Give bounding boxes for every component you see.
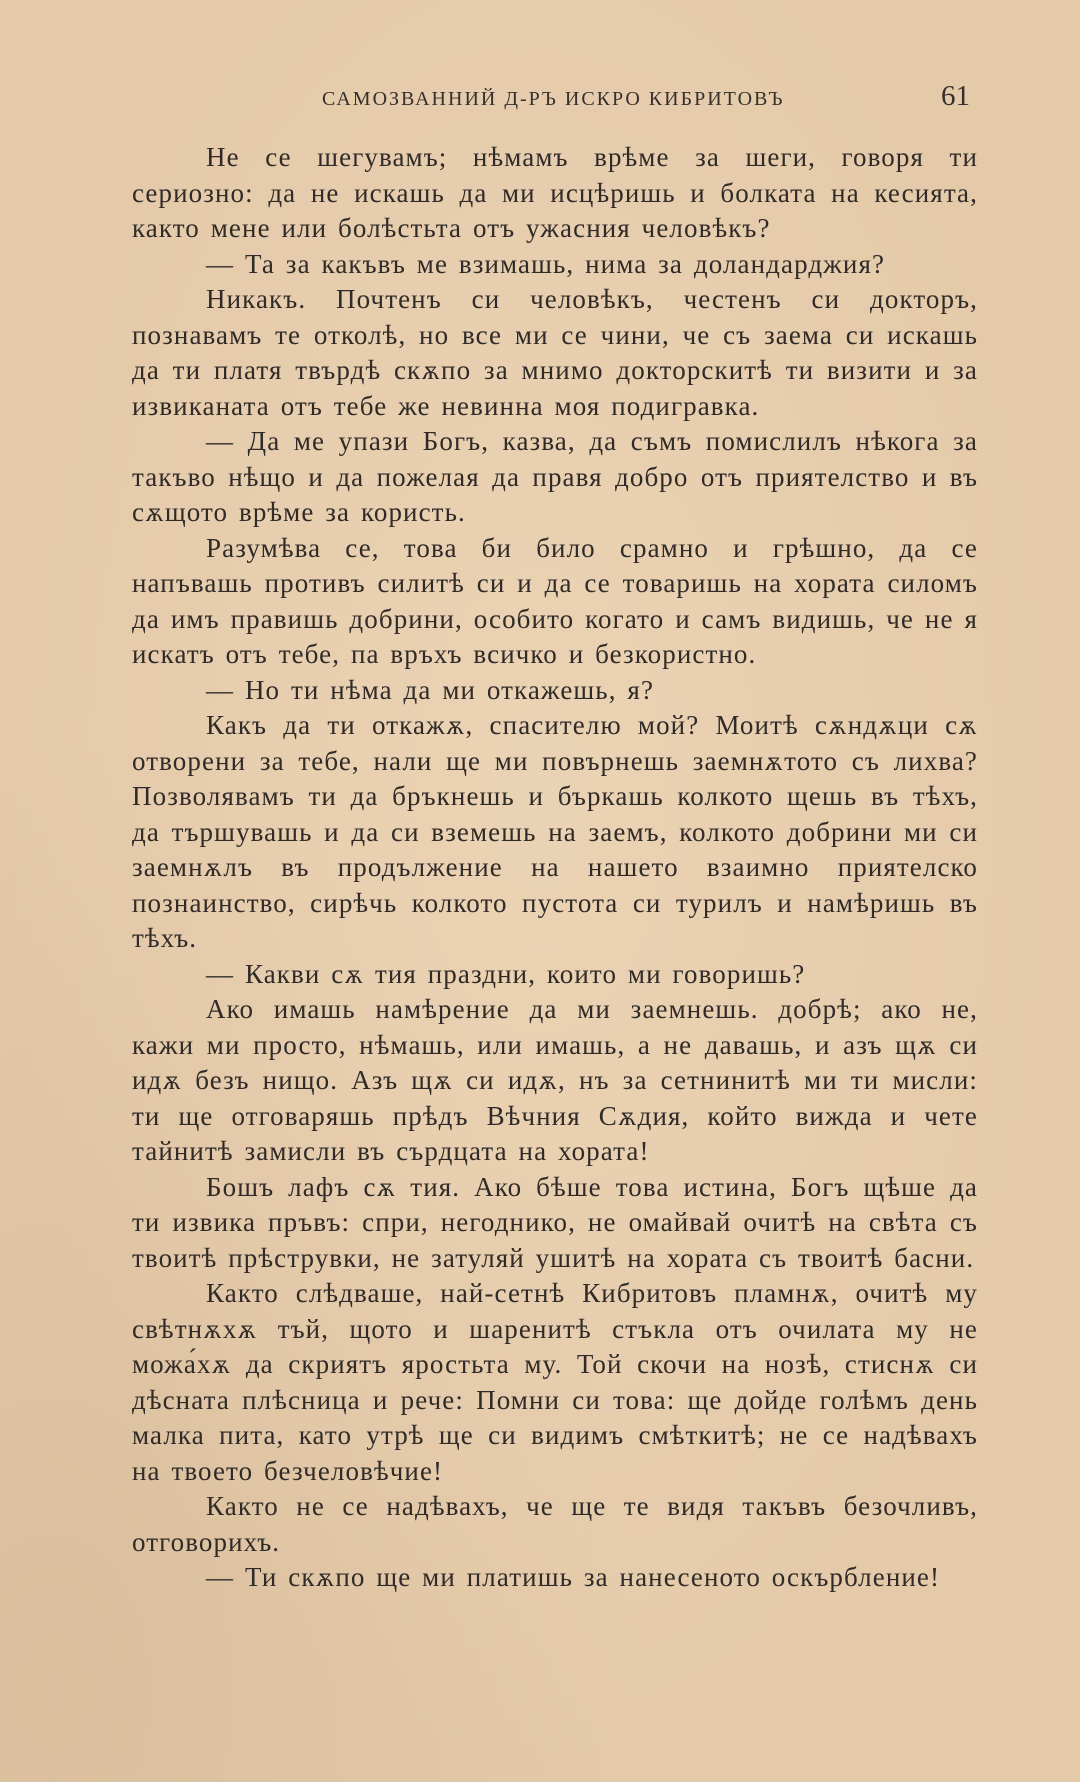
running-title: САМОЗВАННИЙ Д-РЪ ИСКРО КИБРИТОВЪ <box>322 88 785 110</box>
page-header <box>132 80 970 120</box>
paragraph: Никакъ. Почтенъ си человѣкъ, честенъ си докторъ, познавамъ те отколѣ, но все ми се чини, че съ заема си искашь да ти платя твърдѣ скѫпо за мнимо докторскитѣ ти визити и за извиканата отъ тебе же невинна моя подигравка. <box>132 284 978 421</box>
paragraph: — Но ти нѣма да ми откажешь, я? <box>206 674 655 705</box>
paragraph: — Какви сѫ тия праздни, които ми говоришь? <box>206 958 806 989</box>
paragraph: Какъ да ти откажѫ, спасителю мой? Моитѣ сѫндѫци сѫ отворени за тебе, нали ще ми повърнешь заемнѫтото съ лихва? Позволявамъ ти да бръкнешь и бъркашь колкото щешь въ тѣхъ, да тършувашь и да си вземешь на заемъ, колкото добрини ми си заемнѫлъ въ продължение на нашето взаимно приятелско познаинство, сирѣчь колкото пустота си турилъ и намѣришь въ тѣхъ. <box>132 710 978 953</box>
paragraph: Разумѣва се, това би било срамно и грѣшно, да се напъвашь противъ силитѣ си и да се товаришь на хората силомъ да имъ правишь добрини, особито когато и самъ видишь, че не я искатъ отъ тебе, па връхъ всичко и безкористно. <box>132 532 978 669</box>
paragraph: Бошъ лафъ сѫ тия. Ако бѣше това истина, Богъ щѣше да ти извика пръвъ: спри, негоднико, не омайвай очитѣ на свѣта съ твоитѣ прѣструвки, не затуляй ушитѣ на хората съ твоитѣ басни. <box>132 1171 978 1273</box>
paragraph: Ако имашь намѣрение да ми заемнешь. добрѣ; ако не, кажи ми просто, нѣмашь, или имашь, а не давашь, и азъ щѫ си идѫ безъ нищо. Азъ щѫ си идѫ, нъ за сетнинитѣ ми ти мисли: ти ще отговаряшь прѣдъ Вѣчния Сѫдия, който вижда и чете тайнитѣ замисли въ сърдцата на хората! <box>132 994 978 1166</box>
page-number: 61 <box>941 80 970 112</box>
paragraph: Както слѣдваше, най-сетнѣ Кибритовъ пламнѫ, очитѣ му свѣтнѫхѫ тъй, щото и шаренитѣ стъкла отъ очилата му не можа́хѫ да скриятъ яростьта му. Той скочи на нозѣ, стиснѫ си дѣсната плѣсница и рече: Помни си това: ще дойде голѣмъ день малка пита, като утрѣ ще си видимъ смѣткитѣ; не се надѣвахъ на твоето безчеловѣчие! <box>132 1278 978 1486</box>
paragraph: — Ти скѫпо ще ми платишь за нанесеното оскърбление! <box>206 1562 941 1592</box>
paragraph: Не се шегувамъ; нѣмамъ врѣме за шеги, говоря ти сериозно: да не искашь да ми исцѣришь и болката на кесията, както мене или болѣстьта отъ ужасния человѣкъ? <box>132 142 978 243</box>
paragraph: — Да ме упази Богъ, казва, да съмъ помислилъ нѣкога за такъво нѣщо и да пожелая да правя добро отъ приятелство и въ сѫщото врѣме за користь. <box>132 426 978 527</box>
paragraph: Както не се надѣвахъ, че ще те видя такъвъ безочливъ, отговорихъ. <box>132 1491 978 1557</box>
body-text <box>132 140 978 1596</box>
paragraph: — Та за какъвъ ме взимашь, нима за доландарджия? <box>206 248 886 279</box>
